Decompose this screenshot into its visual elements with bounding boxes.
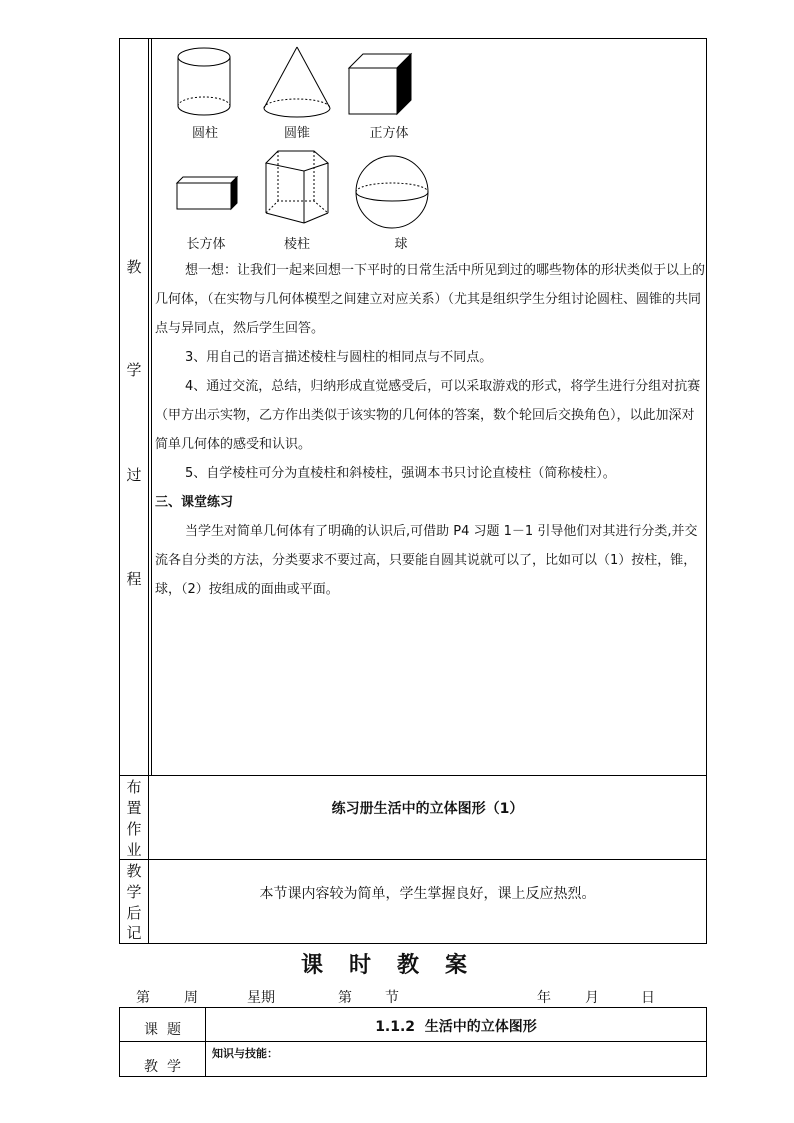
month-label: 月 (585, 990, 599, 1006)
table-right-border (706, 38, 707, 944)
cylinder-caption: 圆柱 (191, 126, 218, 141)
section-3-heading: 三、课堂练习 (155, 495, 234, 510)
day-label: 日 (641, 990, 655, 1006)
knowledge-skills-label: 知识与技能： (212, 1047, 278, 1060)
label-column-divider (148, 38, 149, 775)
process-label-char-2: 学 (126, 361, 142, 379)
topic-label: 课 题 (144, 1022, 181, 1038)
step-3-paragraph: 3、用自己的语言描述棱柱与圆柱的相同点与不同点。 (185, 350, 493, 365)
practice-paragraph: 当学生对简单几何体有了明确的认识后,可借助 P4 习题 1－1 引导他们对其进行分类,并交流各自分类的方法，分类要求不要过高，只要能自圆其说就可以了，比如可以（1）按柱，锥，球，（2）按组成的面曲或平面。 (155, 524, 698, 597)
lower-table-row-divider (119, 1041, 707, 1042)
label-column-divider-2 (151, 38, 152, 775)
cuboid-figure (174, 174, 240, 212)
cone-caption: 圆锥 (283, 126, 310, 141)
notes-label-char-2: 学 (126, 883, 142, 901)
notes-label-char-4: 记 (126, 924, 142, 942)
topic-value: 1.1.2 生活中的立体图形 (375, 1019, 537, 1035)
process-label-char-1: 教 (126, 258, 142, 276)
notes-label-char-3: 后 (126, 904, 142, 922)
process-label-char-4: 程 (126, 570, 142, 588)
table-bottom-border (119, 943, 707, 944)
year-label: 年 (537, 990, 551, 1006)
prism-caption: 棱柱 (283, 237, 310, 252)
sphere-figure (352, 152, 432, 232)
weekday-label: 星期 (247, 990, 275, 1006)
sphere-caption: 球 (394, 237, 408, 252)
step-4-paragraph: 4、通过交流，总结，归纳形成直觉感受后，可以采取游戏的形式，将学生进行分组对抗赛（甲方出示实物，乙方作出类似于该实物的几何体的答案，数个轮回后交换角色），以此加深对简单几何体的感受和认识。 (155, 379, 701, 452)
week-prefix: 第 (136, 990, 150, 1006)
cuboid-caption: 长方体 (186, 237, 226, 252)
homework-label-char-4: 业 (126, 841, 142, 859)
period-prefix: 第 (338, 990, 352, 1006)
period-suffix: 节 (385, 990, 399, 1006)
lesson-plan-title: 课时教案 (300, 952, 493, 978)
think-paragraph: 想一想：让我们一起来回想一下平时的日常生活中所见到过的哪些物体的形状类似于以上的几何体，（在实物与几何体模型之间建立对应关系）（尤其是组织学生分组讨论圆柱、圆锥的共同点与异同点，然后学生回答。 (155, 263, 706, 336)
process-content (155, 256, 705, 604)
cube-figure (345, 50, 415, 118)
lower-table-bottom (119, 1076, 707, 1077)
notes-text: 本节课内容较为简单，学生掌握良好，课上反应热烈。 (259, 886, 596, 902)
lower-table-top (119, 1007, 707, 1008)
table-top-border (119, 38, 707, 39)
notes-label-char-1: 教 (126, 862, 142, 880)
cube-caption: 正方体 (369, 126, 409, 141)
cylinder-figure (172, 44, 236, 120)
homework-label-char-3: 作 (126, 820, 142, 838)
homework-label-char-1: 布 (126, 778, 142, 796)
process-label-char-3: 过 (126, 466, 142, 484)
row-divider-homework (119, 859, 707, 860)
lower-table-right (706, 1007, 707, 1077)
teach-label: 教 学 (144, 1059, 181, 1075)
homework-label-char-2: 置 (126, 799, 142, 817)
cone-figure (260, 44, 334, 122)
homework-text: 练习册生活中的立体图形（1） (331, 801, 524, 817)
step-5-paragraph: 5、自学棱柱可分为直棱柱和斜棱柱，强调本书只讨论直棱柱（简称棱柱）。 (185, 466, 616, 481)
row-divider-process (119, 775, 707, 776)
week-suffix: 周 (184, 990, 198, 1006)
prism-figure (262, 147, 332, 227)
